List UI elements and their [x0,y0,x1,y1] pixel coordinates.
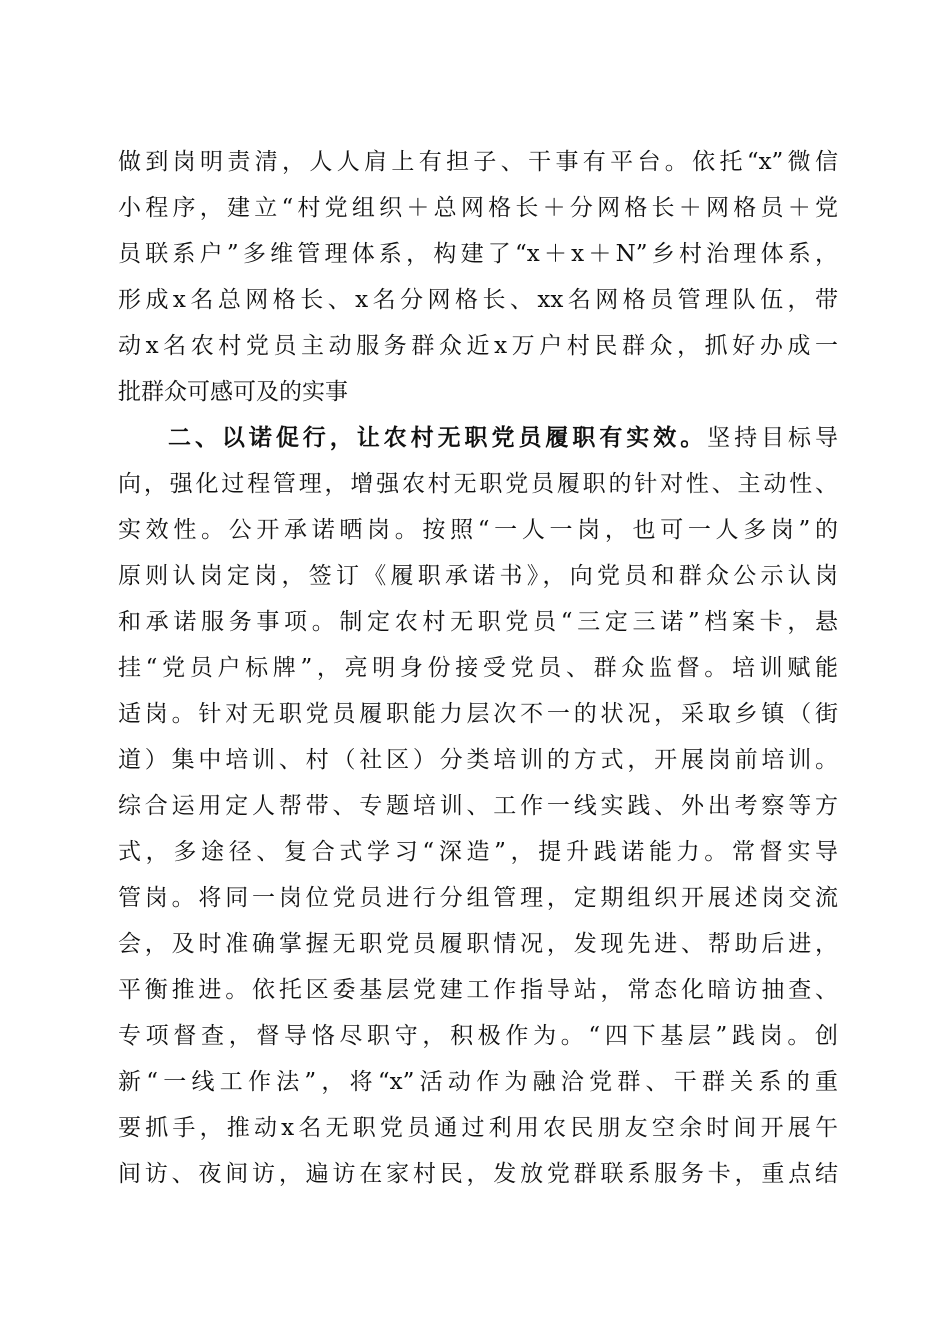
paragraph-2-line-6: 挂“党员户标牌”，亮明身份接受党员、群众监督。培训赋能 [118,655,838,681]
paragraph-2-line-14: 专项督查，督导恪尽职守，积极作为。“四下基层”践岗。创 [118,1023,838,1049]
paragraph-2-line-13: 平衡推进。依托区委基层党建工作指导站，常态化暗访抽查、 [118,977,838,1003]
paragraph-1-line-6: 批群众可感可及的实事 [118,379,348,405]
paragraph-2-line-15: 新“一线工作法”，将“x”活动作为融洽党群、干群关系的重 [118,1069,838,1095]
paragraph-2-line-16: 要抓手，推动x名无职党员通过利用农民朋友空余时间开展午 [118,1115,838,1141]
paragraph-2-line-4: 原则认岗定岗，签订《履职承诺书》，向党员和群众公示认岗 [118,563,838,589]
paragraph-2-line-11: 管岗。将同一岗位党员进行分组管理，定期组织开展述岗交流 [118,885,838,911]
section-heading: 二、以诺促行，让农村无职党员履职有实效。 [168,425,708,451]
paragraph-1-line-4: 形成x名总网格长、x名分网格长、xx名网格员管理队伍，带 [118,287,838,313]
paragraph-1-line-5: 动x名农村党员主动服务群众近x万户村民群众，抓好办成一 [118,333,838,359]
paragraph-2-line-8: 道）集中培训、村（社区）分类培训的方式，开展岗前培训。 [118,747,838,773]
paragraph-2-line-5: 和承诺服务事项。制定农村无职党员“三定三诺”档案卡，悬 [118,609,838,635]
paragraph-1-line-2: 小程序，建立“村党组织＋总网格长＋分网格长＋网格员＋党 [118,195,838,221]
paragraph-2-line-7: 适岗。针对无职党员履职能力层次不一的状况，采取乡镇（街 [118,701,838,727]
paragraph-1-line-1: 做到岗明责清，人人肩上有担子、干事有平台。依托“x”微信 [118,149,838,175]
paragraph-2-line-3: 实效性。公开承诺晒岗。按照“一人一岗，也可一人多岗”的 [118,517,838,543]
paragraph-2-first-line-rest: 坚持目标导 [707,425,839,451]
paragraph-1-line-3: 员联系户”多维管理体系，构建了“x＋x＋N”乡村治理体系， [118,241,838,267]
paragraph-2-line-17: 间访、夜间访，遍访在家村民，发放党群联系服务卡，重点结 [118,1161,838,1187]
paragraph-2-line-10: 式，多途径、复合式学习“深造”，提升践诺能力。常督实导 [118,839,838,865]
paragraph-2-line-1 [168,418,838,458]
paragraph-2-line-9: 综合运用定人帮带、专题培训、工作一线实践、外出考察等方 [118,793,838,819]
paragraph-2-line-2: 向，强化过程管理，增强农村无职党员履职的针对性、主动性、 [118,471,838,497]
paragraph-2-line-12: 会，及时准确掌握无职党员履职情况，发现先进、帮助后进， [118,931,838,957]
